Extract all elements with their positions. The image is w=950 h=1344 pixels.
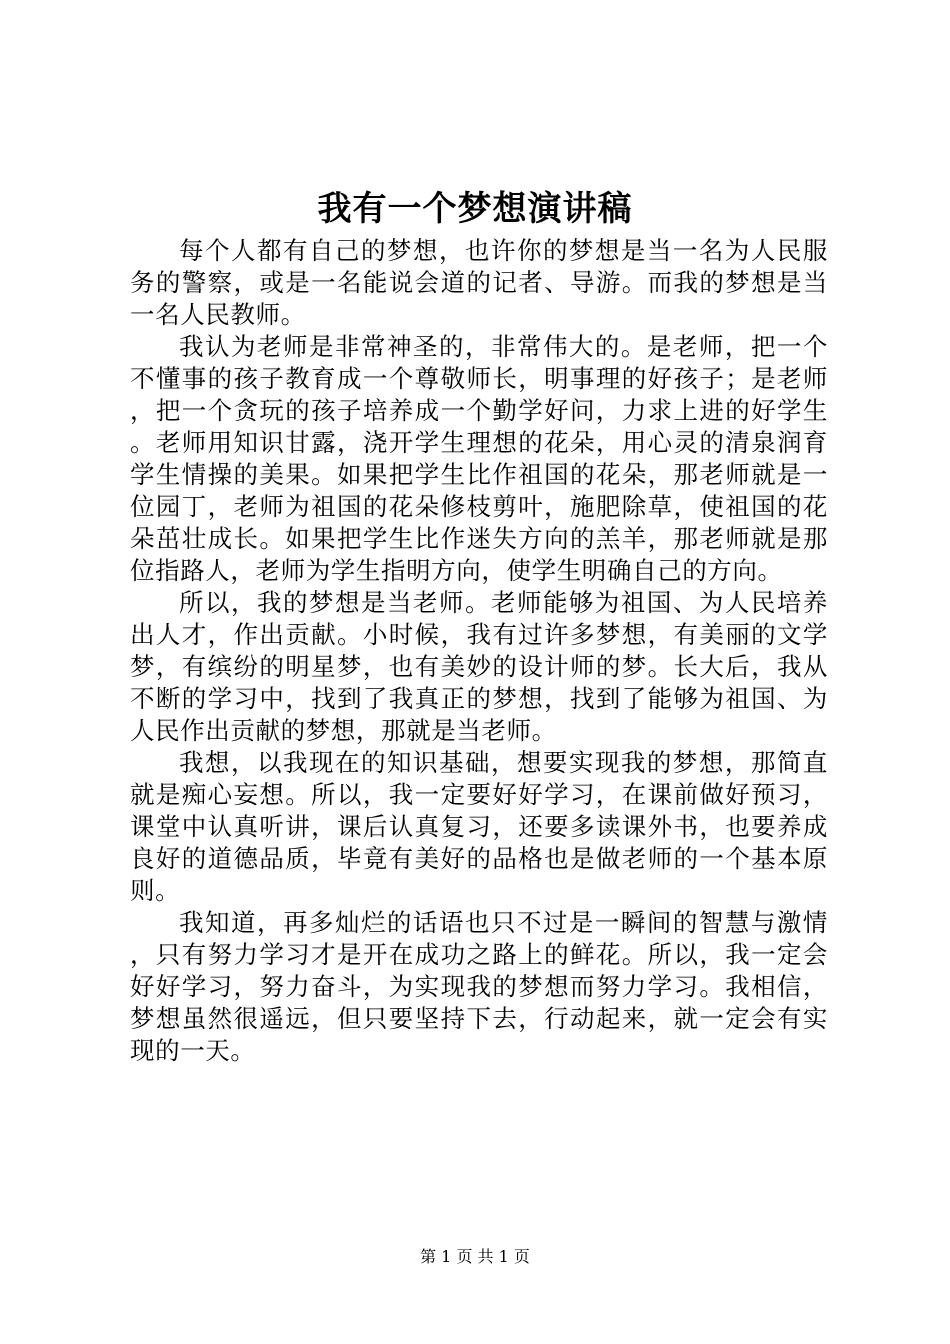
paragraph: 每个人都有自己的梦想，也许你的梦想是当一名为人民服务的警察，或是一名能说会道的记者、导游。而我的梦想是当一名人民教师。 [130,236,828,329]
paragraph: 我知道，再多灿烂的话语也只不过是一瞬间的智慧与激情，只有努力学习才是开在成功之路上的鲜花。所以，我一定会好好学习，努力奋斗，为实现我的梦想而努力学习。我相信，梦想虽然很遥远，但只要坚持下去，行动起来，就一定会有实现的一天。 [130,908,828,1065]
document-body [130,235,828,1067]
page-footer: 第 1 页 共 1 页 [420,1247,530,1266]
paragraph: 我想，以我现在的知识基础，想要实现我的梦想，那简直就是痴心妄想。所以，我一定要好好学习，在课前做好预习，课堂中认真听讲，课后认真复习，还要多读课外书，也要养成良好的道德品质，毕竟有美好的品格也是做老师的一个基本原则。 [130,748,828,905]
document-title: 我有一个梦想演讲稿 [317,189,633,229]
paragraph: 我认为老师是非常神圣的，非常伟大的。是老师，把一个不懂事的孩子教育成一个尊敬师长，明事理的好孩子；是老师，把一个贪玩的孩子培养成一个勤学好问，力求上进的好学生。老师用知识甘露，浇开学生理想的花朵，用心灵的清泉润育学生情操的美果。如果把学生比作祖国的花朵，那老师就是一位园丁，老师为祖国的花朵修枝剪叶，施肥除草，使祖国的花朵茁壮成长。如果把学生比作迷失方向的羔羊，那老师就是那位指路人，老师为学生指明方向，使学生明确自己的方向。 [130,332,828,585]
paragraph: 所以，我的梦想是当老师。老师能够为祖国、为人民培养出人才，作出贡献。小时候，我有过许多梦想，有美丽的文学梦，有缤纷的明星梦，也有美妙的设计师的梦。长大后，我从不断的学习中，找到了我真正的梦想，找到了能够为祖国、为人民作出贡献的梦想，那就是当老师。 [130,588,828,745]
